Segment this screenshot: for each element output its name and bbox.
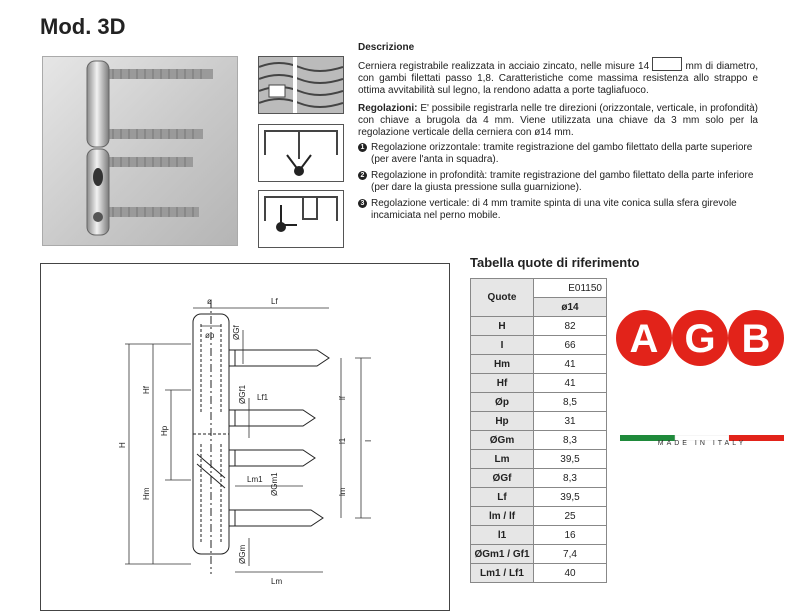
dim-op: øp <box>205 331 215 340</box>
dim-lm: Lm <box>271 577 283 586</box>
table-row <box>471 526 607 545</box>
list-item <box>358 170 758 194</box>
row-key: Hm <box>471 355 534 374</box>
dim-lf-v: lf <box>338 396 347 400</box>
row-key: lm / lf <box>471 507 534 526</box>
row-value: 66 <box>534 336 607 355</box>
row-value: 41 <box>534 355 607 374</box>
row-value: 41 <box>534 374 607 393</box>
row-key: ØGm1 / Gf1 <box>471 545 534 564</box>
step-3-text: Regolazione verticale: di 4 mm tramite spinta di una vite conica sulla sfera girevole incamiciata nel perno mobile. <box>371 198 737 221</box>
wood-grain-icon <box>258 56 344 114</box>
table-row <box>471 317 607 336</box>
dim-lm-v: lm <box>338 487 347 496</box>
row-key: Lf <box>471 488 534 507</box>
table-row <box>471 469 607 488</box>
table-row <box>471 393 607 412</box>
step-1-text: Regolazione orizzontale: tramite registrazione del gambo filettato della parte superiore (per avere l'anta in squadra). <box>371 142 753 165</box>
table-row <box>471 507 607 526</box>
row-key: Hp <box>471 412 534 431</box>
reference-table <box>470 278 607 583</box>
dim-ogf: ØGf <box>232 325 241 340</box>
dim-ogm: ØGm <box>238 544 247 564</box>
dim-ogm1: ØGm1 <box>270 472 279 496</box>
logo-letter-a: A <box>629 317 659 361</box>
description-text-pre: Cerniera registrabile realizzata in acciaio zincato, nelle misure 14 <box>358 61 650 72</box>
row-key: Øp <box>471 393 534 412</box>
row-key: Lm <box>471 450 534 469</box>
product-photo <box>42 56 238 246</box>
row-value: 8,3 <box>534 469 607 488</box>
row-key: ØGf <box>471 469 534 488</box>
row-value: 31 <box>534 412 607 431</box>
table-row <box>471 545 607 564</box>
table-row <box>471 450 607 469</box>
row-value: 8,5 <box>534 393 607 412</box>
code-header: E01150 <box>534 279 607 298</box>
step-1-badge: 1 <box>358 143 367 152</box>
dim-hp: Hp <box>160 425 169 436</box>
technical-drawing <box>40 263 450 611</box>
list-item <box>358 142 758 166</box>
dim-hf: Hf <box>142 386 151 394</box>
quote-header: Quote <box>471 279 534 317</box>
row-value: 8,3 <box>534 431 607 450</box>
table-row <box>471 488 607 507</box>
step-2-text: Regolazione in profondità: tramite registrazione del gambo filettato della parte inferiore (per dare la giusta pressione sulla guarnizione). <box>371 170 754 193</box>
description-text-post: mm di diametro, con gambi filettati passo 1,8. Caratteristiche come massima resistenza allo strappo e ottima avvitabilità sul legno, la rendono adatta a porte tagliafuoco. <box>358 61 759 96</box>
row-key: l1 <box>471 526 534 545</box>
row-value: 7,4 <box>534 545 607 564</box>
depth-adjust-icon <box>258 190 344 248</box>
dim-lf1: Lf1 <box>257 393 269 402</box>
dim-lf: Lf <box>271 297 278 306</box>
dim-ogf1: ØGf1 <box>238 384 247 404</box>
row-value: 82 <box>534 317 607 336</box>
row-value: 40 <box>534 564 607 583</box>
dim-hm: Hm <box>142 487 151 500</box>
table-title: Tabella quote di riferimento <box>470 255 640 270</box>
horizontal-adjust-icon <box>258 124 344 182</box>
description-block <box>358 42 758 226</box>
logo-letter-g: G <box>684 317 716 361</box>
dim-o: ø <box>207 297 212 306</box>
row-key: I <box>471 336 534 355</box>
dim-lm1: Lm1 <box>247 475 263 484</box>
row-value: 39,5 <box>534 450 607 469</box>
row-key: Lm1 / Lf1 <box>471 564 534 583</box>
made-in-italy-tagline: MADE IN ITALY <box>657 440 747 447</box>
row-key: Hf <box>471 374 534 393</box>
row-key: ØGm <box>471 431 534 450</box>
row-value: 25 <box>534 507 607 526</box>
list-item <box>358 198 758 222</box>
size-header: ø14 <box>534 298 607 317</box>
agb-logo <box>614 306 786 375</box>
step-2-badge: 2 <box>358 171 367 180</box>
row-value: 16 <box>534 526 607 545</box>
table-row <box>471 355 607 374</box>
page-title: Mod. 3D <box>40 14 126 39</box>
table-row <box>471 374 607 393</box>
row-key: H <box>471 317 534 336</box>
table-row <box>471 431 607 450</box>
thread-top <box>103 69 213 79</box>
step-3-badge: 3 <box>358 199 367 208</box>
logo-letter-b: B <box>741 317 771 361</box>
dim-i: I <box>364 439 373 442</box>
table-row <box>471 336 607 355</box>
dim-l1: l1 <box>338 437 347 444</box>
dim-h: H <box>118 442 127 448</box>
row-value: 39,5 <box>534 488 607 507</box>
description-heading: Descrizione <box>358 42 415 53</box>
table-row <box>471 412 607 431</box>
regulation-heading: Regolazioni: <box>358 103 418 114</box>
italy-flag-stripe <box>620 428 784 434</box>
size-box <box>652 57 682 71</box>
regulation-text: E' possibile registrarla nelle tre direzioni (orizzontale, verticale, in profondità) con chiave a brugola da 4 mm. Viene utilizzata una chiave da 3 mm solo per la regolazione verticale della cerniera con ø14 mm. <box>358 103 758 138</box>
table-row <box>471 564 607 583</box>
